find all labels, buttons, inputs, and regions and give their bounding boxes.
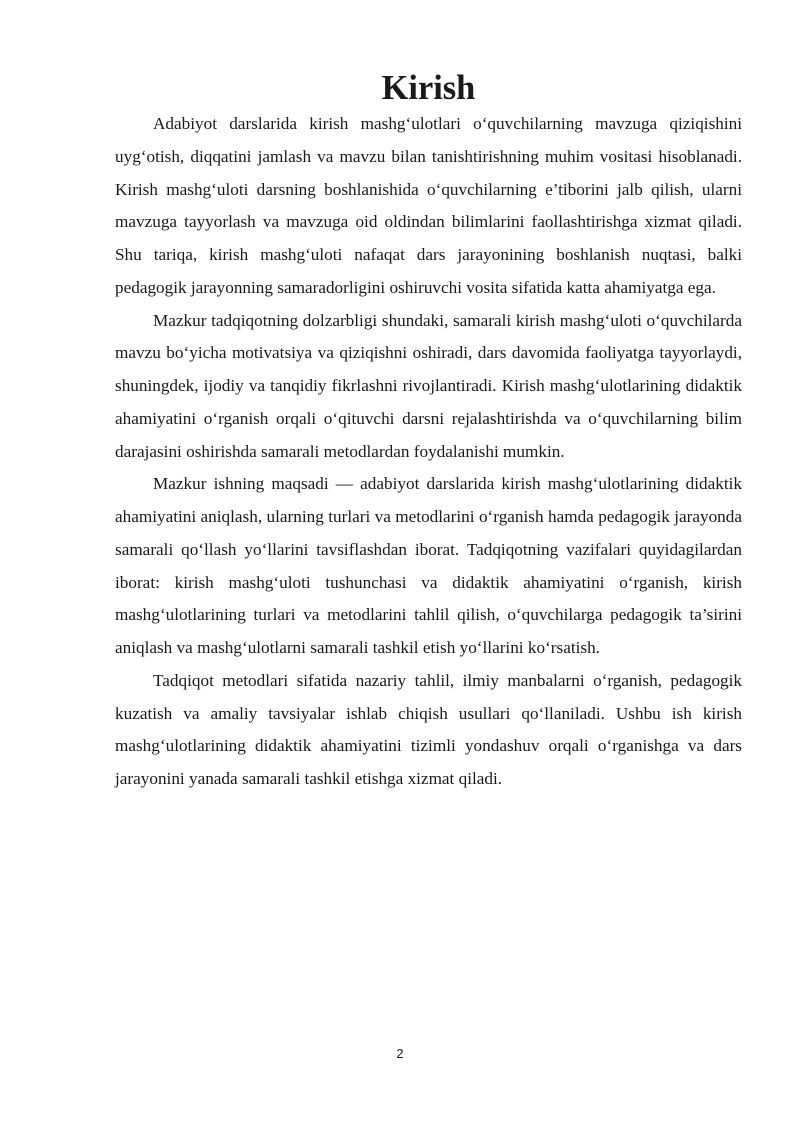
- page-title: Kirish: [381, 69, 476, 107]
- paragraph-relevance: Mazkur tadqiqotning dolzarbligi shundaki, samarali kirish mashg‘uloti o‘quvchilarda mavzu bo‘yicha motivatsiya va qiziqishni oshiradi, dars davomida faoliyatga tayyorlaydi, shuningdek, ijodiy va tanqidiy fikrlashni rivojlantiradi. Kirish mashg‘ulotlarining didaktik ahamiyatini o‘rganish orqali o‘qituvchi darsni rejalashtirishda va o‘quvchilarning bilim darajasini oshirishda samarali metodlardan foydalanishi mumkin.: [115, 310, 742, 461]
- document-body: [115, 69, 742, 796]
- page-number: 2: [396, 1046, 404, 1061]
- paragraph-introduction: Adabiyot darslarida kirish mashg‘ulotlari o‘quvchilarning mavzuga qiziqishini uyg‘otish, diqqatini jamlash va mavzu bilan tanishtirishning muhim vositasi hisoblanadi. Kirish mashg‘uloti darsning boshlanishida o‘quvchilarning e’tiborini jalb qilish, ularni mavzuga tayyorlash va mavzuga oid oldindan bilimlarini faollashtirishga xizmat qiladi. Shu tariqa, kirish mashg‘uloti nafaqat dars jarayonining boshlanish nuqtasi, balki pedagogik jarayonning samaradorligini oshiruvchi vosita sifatida katta ahamiyatga ega.: [115, 114, 742, 297]
- paragraph-methods: Tadqiqot metodlari sifatida nazariy tahlil, ilmiy manbalarni o‘rganish, pedagogik kuzatish va amaliy tavsiyalar ishlab chiqish usullari qo‘llaniladi. Ushbu ish kirish mashg‘ulotlarining didaktik ahamiyatini tizimli yondashuv orqali o‘rganishga va dars jarayonini yanada samarali tashkil etishga xizmat qiladi.: [115, 670, 742, 788]
- paragraph-goals-tasks: Mazkur ishning maqsadi — adabiyot darslarida kirish mashg‘ulotlarining didaktik ahamiyatini aniqlash, ularning turlari va metodlarini o‘rganish hamda pedagogik jarayonda samarali qo‘llash yo‘llarini tavsiflashdan iborat. Tadqiqotning vazifalari quyidagilardan iborat: kirish mashg‘uloti tushunchasi va didaktik ahamiyatini o‘rganish, kirish mashg‘ulotlarining turlari va metodlarini tahlil qilish, o‘quvchilarga pedagogik ta’sirini aniqlash va mashg‘ulotlarni samarali tashkil etish yo‘llarini ko‘rsatish.: [115, 474, 742, 657]
